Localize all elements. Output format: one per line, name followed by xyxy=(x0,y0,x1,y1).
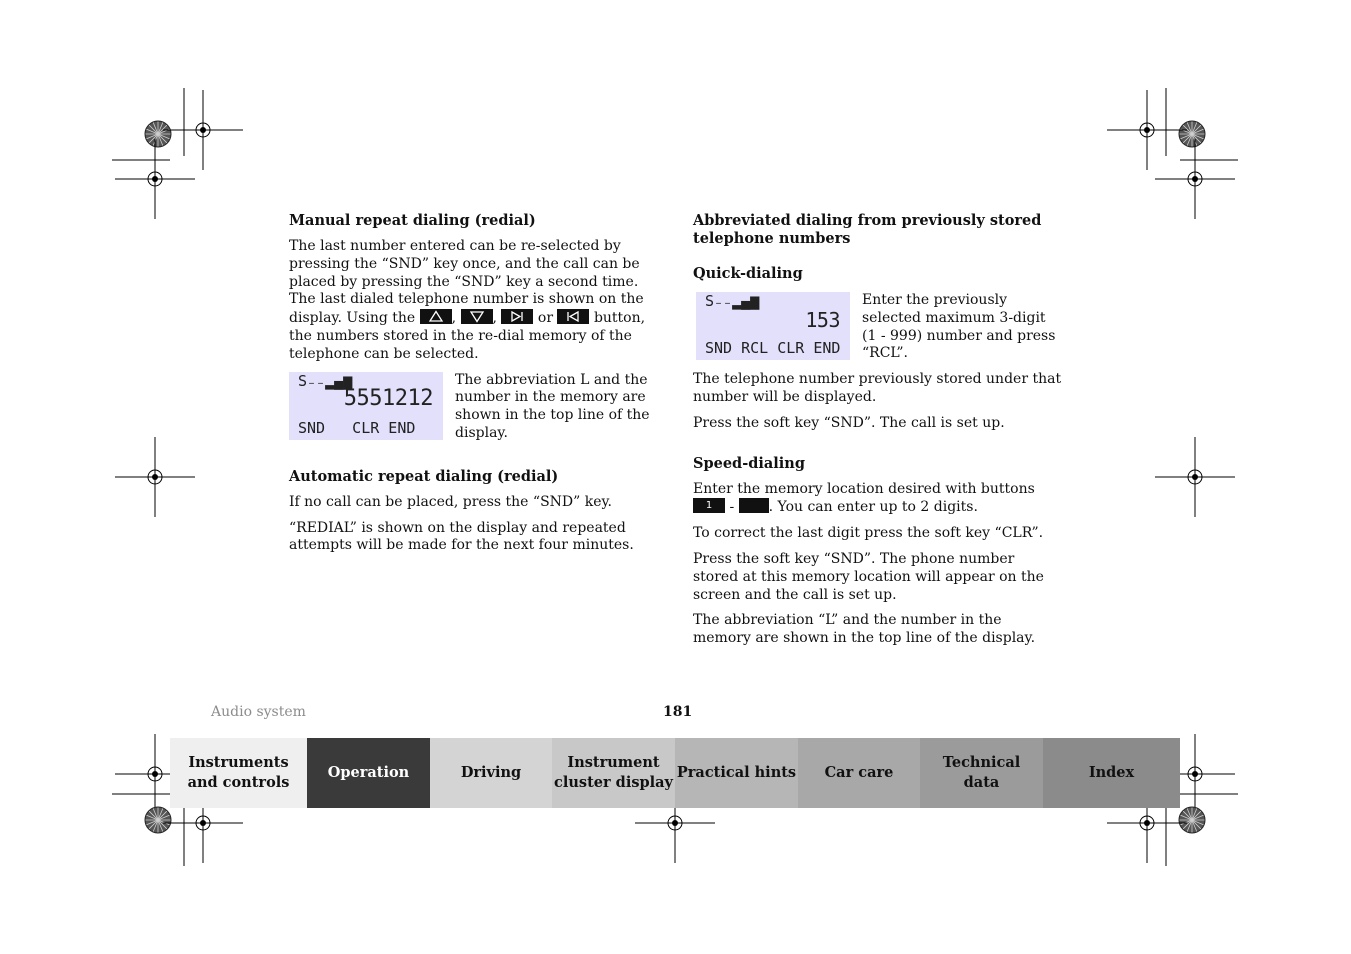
speed-dialing-heading: Speed-dialing xyxy=(693,454,805,472)
tab-index[interactable]: Index xyxy=(1043,738,1180,808)
display-number: 5551212 xyxy=(343,385,433,411)
skip-back-key-icon xyxy=(557,309,589,324)
tab-instrument-cluster-display[interactable]: Instrument cluster display xyxy=(552,738,675,808)
display-caption: The abbreviation L and the number in the memory are shown in the top line of the display. xyxy=(455,371,650,441)
auto-redial-text-1: If no call can be placed, press the “SND” key. xyxy=(289,493,613,510)
auto-redial-text-2: “REDIAL” is shown on the display and repeated attempts will be made for the next four minutes. xyxy=(289,519,634,554)
tab-instruments-and-controls[interactable]: Instruments and controls xyxy=(170,738,307,808)
quick-dialing-text-3: Press the soft key “SND”. The call is set up. xyxy=(693,414,1005,431)
skip-forward-key-icon xyxy=(501,309,533,324)
down-arrow-key-icon xyxy=(461,309,493,324)
tab-technical-data[interactable]: Technical data xyxy=(920,738,1043,808)
phone-display-quick xyxy=(696,292,850,360)
separator-or: or xyxy=(537,310,554,327)
abbreviated-dialing-heading: Abbreviated dialing from previously stored telephone numbers xyxy=(693,212,1042,247)
key-blank-icon xyxy=(739,498,769,513)
tab-driving[interactable]: Driving xyxy=(430,738,552,808)
manual-redial-text-b: button, the numbers stored in the re-dial memory of the telephone can be selected. xyxy=(289,310,646,362)
manual-redial-text-a: The last number entered can be re-selected by pressing the “SND” key once, and the call can be placed by pressing the “SND” key a second time. The last dialed telephone number is shown on the display. Using the xyxy=(289,238,644,327)
key-1-icon xyxy=(693,498,725,513)
right-column xyxy=(693,212,1063,648)
separator-comma: , xyxy=(492,310,497,327)
separator-comma: , xyxy=(451,310,457,327)
key-1-label: 1 xyxy=(705,500,713,512)
manual-redial-text xyxy=(289,238,659,364)
footer-section-title: Audio system xyxy=(211,704,306,720)
left-column xyxy=(289,212,659,555)
quick-dialing-heading: Quick-dialing xyxy=(693,265,803,282)
display-status-line: S₋₋▂▄▆ xyxy=(705,292,760,310)
page-number: 181 xyxy=(663,704,693,720)
phone-display-redial xyxy=(289,372,443,440)
section-tabs xyxy=(170,738,1180,808)
tab-operation[interactable]: Operation xyxy=(307,738,430,808)
display-number: 153 xyxy=(805,308,840,332)
display-softkeys: SND CLR END xyxy=(298,418,416,437)
speed-dialing-text-1b: . You can enter up to 2 digits. xyxy=(768,499,978,516)
tab-car-care[interactable]: Car care xyxy=(798,738,920,808)
display-softkeys: SND RCL CLR END xyxy=(705,339,841,358)
speed-dialing-text-1 xyxy=(693,481,1063,518)
manual-redial-heading: Manual repeat dialing (redial) xyxy=(289,212,536,229)
quick-dialing-text-2: The telephone number previously stored under that number will be displayed. xyxy=(693,371,1062,405)
speed-dialing-text-3: Press the soft key “SND”. The phone number stored at this memory location will appear on the screen and the call is set up. xyxy=(693,550,1044,603)
speed-dialing-text-4: The abbreviation “L” and the number in the memory are shown in the top line of the display. xyxy=(693,612,1036,647)
tab-practical-hints[interactable]: Practical hints xyxy=(675,738,798,808)
speed-dialing-text-1a: Enter the memory location desired with buttons xyxy=(693,480,1035,497)
quick-dialing-text-1: Enter the previously selected maximum 3-digit (1 - 999) number and press “RCL”. xyxy=(862,292,1056,362)
up-arrow-key-icon xyxy=(420,309,452,324)
display-status-line: S₋₋▂▄▆ xyxy=(298,371,353,390)
separator-dash: - xyxy=(729,499,735,516)
auto-redial-heading: Automatic repeat dialing (redial) xyxy=(289,467,559,485)
speed-dialing-text-2: To correct the last digit press the soft key “CLR”. xyxy=(693,525,1044,542)
